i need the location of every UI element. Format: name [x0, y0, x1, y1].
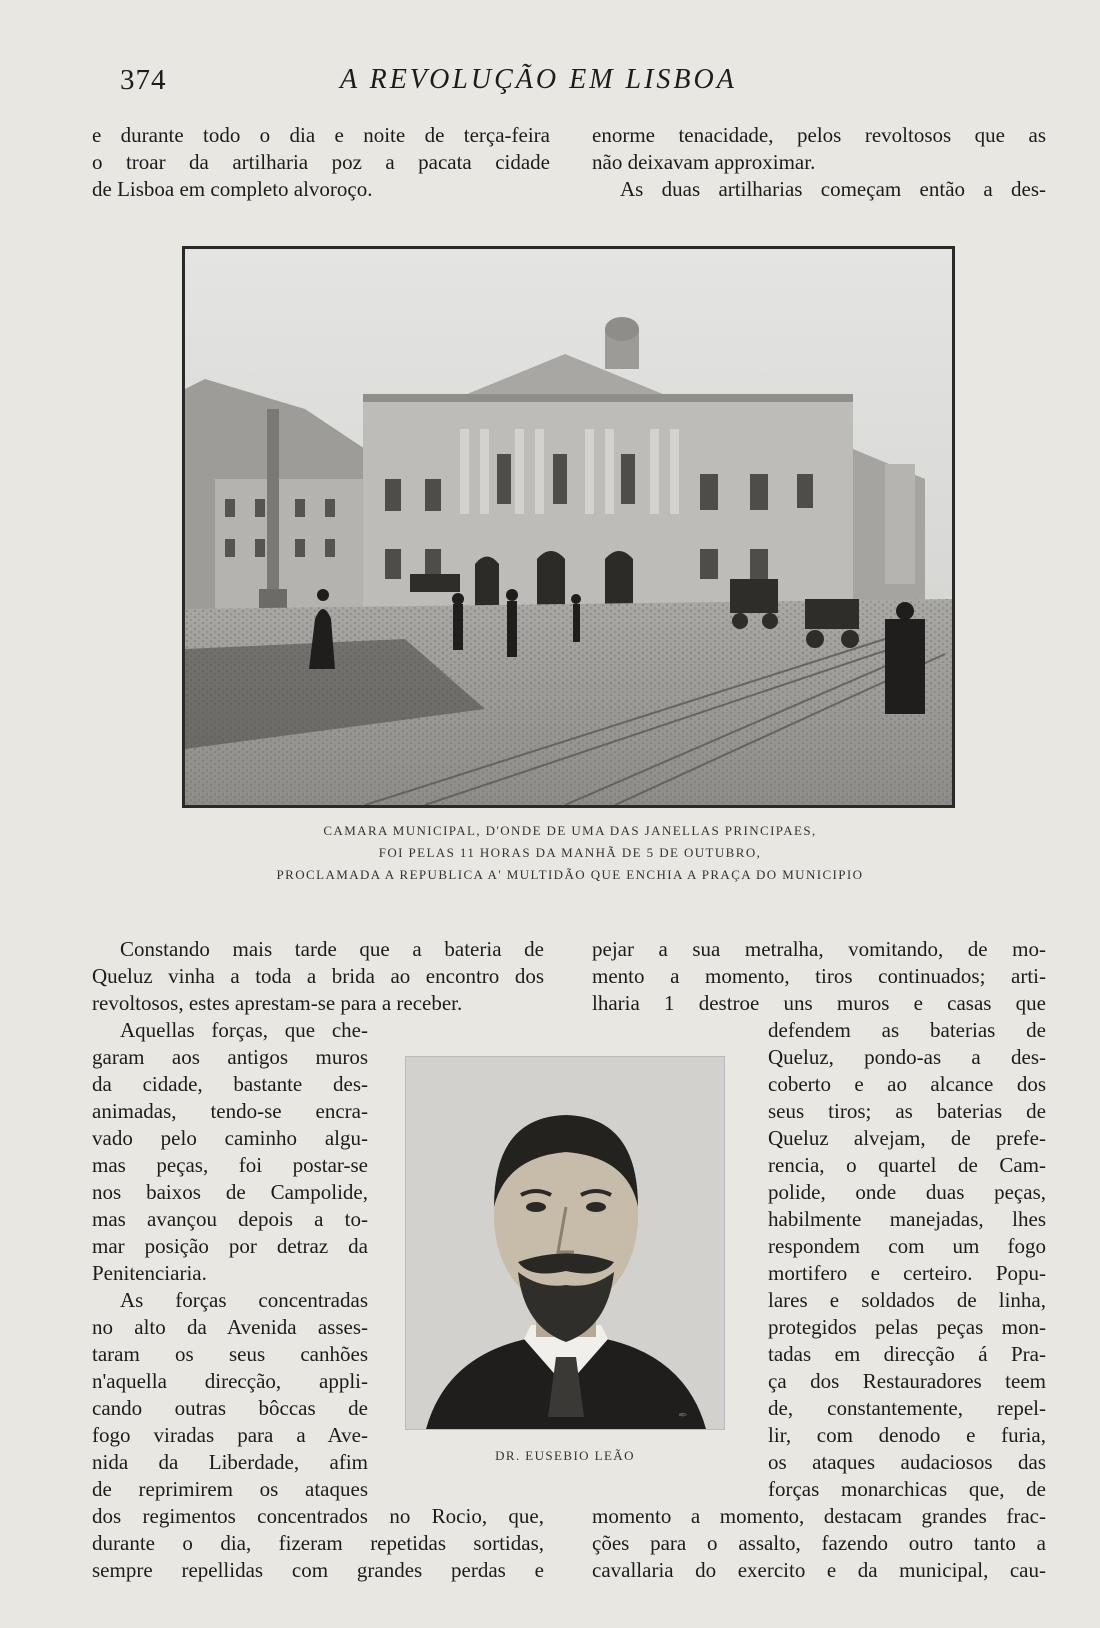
- text-line: Aquellas forças, que che-: [120, 1018, 368, 1042]
- left-paragraph-2: [92, 1017, 368, 1287]
- page-header: [0, 64, 1100, 104]
- city-hall-caption: [150, 820, 990, 886]
- text-line: n'aquella direcção, appli-: [92, 1369, 368, 1393]
- text-line: Constando mais tarde que a bateria de: [120, 937, 544, 961]
- text-line: mortifero e certeiro. Popu-: [768, 1261, 1046, 1285]
- text-line: sempre repellidas com grandes perdas e: [92, 1558, 544, 1582]
- text-line: da cidade, bastante des-: [92, 1072, 368, 1096]
- text-line: fogo viradas para a Ave-: [92, 1423, 368, 1447]
- text-line: dos regimentos concentrados no Rocio, que,: [92, 1504, 544, 1528]
- text-line: lares e soldados de linha,: [768, 1288, 1046, 1312]
- running-title: A REVOLUÇÃO EM LISBOA: [340, 64, 737, 95]
- text-line: de, constantemente, repel-: [768, 1396, 1046, 1420]
- text-line: mas peças, foi postar-se: [92, 1153, 368, 1177]
- text-line: seus tiros; as baterias de: [768, 1099, 1046, 1123]
- right-paragraph-bottom: [592, 1503, 1046, 1584]
- text-line: lir, com denodo e furia,: [768, 1423, 1046, 1447]
- text-line: As duas artilharias começam então a des-: [620, 177, 1046, 201]
- city-hall-illustration: [185, 249, 952, 805]
- text-line: Penitenciaria.: [92, 1261, 207, 1285]
- text-line: coberto e ao alcance dos: [768, 1072, 1046, 1096]
- text-line: Queluz, pondo-as a des-: [768, 1045, 1046, 1069]
- text-line: enorme tenacidade, pelos revoltosos que as: [592, 123, 1046, 147]
- caption-line: PROCLAMADA A REPUBLICA A' MULTIDÃO QUE ENCHIA A PRAÇA DO MUNICIPIO: [276, 867, 864, 882]
- text-line: mas avançou depois a to-: [92, 1207, 368, 1231]
- text-line: mar posição por detraz da: [92, 1234, 368, 1258]
- text-line: pejar a sua metralha, vomitando, de mo-: [592, 937, 1046, 961]
- text-line: animadas, tendo-se encra-: [92, 1099, 368, 1123]
- text-line: não deixavam approximar.: [592, 150, 816, 174]
- text-line: no alto da Avenida asses-: [92, 1315, 368, 1339]
- text-line: e durante todo o dia e noite de terça-feira: [92, 123, 550, 147]
- right-paragraph-top: [592, 936, 1046, 1017]
- text-line: protegidos pelas peças mon-: [768, 1315, 1046, 1339]
- text-line: garam aos antigos muros: [92, 1045, 368, 1069]
- text-line: cavallaria do exercito e da municipal, cau-: [592, 1558, 1046, 1582]
- portrait-caption: DR. EUSEBIO LEÃO: [495, 1448, 635, 1463]
- top-left-paragraph: [92, 122, 550, 203]
- text-line: tadas em direcção á Pra-: [768, 1342, 1046, 1366]
- page-number: 374: [120, 64, 167, 96]
- text-line: revoltosos, estes aprestam-se para a receber.: [92, 991, 463, 1015]
- text-line: defendem as baterias de: [768, 1018, 1046, 1042]
- city-hall-photo: [182, 246, 955, 808]
- text-line: Queluz vinha a toda a brida ao encontro dos: [92, 964, 544, 988]
- text-line: forças monarchicas que, de: [768, 1477, 1046, 1501]
- text-line: lharia 1 destroe uns muros e casas que: [592, 991, 1046, 1015]
- text-line: respondem com um fogo: [768, 1234, 1046, 1258]
- text-line: rencia, o quartel de Cam-: [768, 1153, 1046, 1177]
- text-line: ça dos Restauradores teem: [768, 1369, 1046, 1393]
- caption-line: FOI PELAS 11 HORAS DA MANHÃ DE 5 DE OUTUBRO,: [378, 845, 762, 860]
- text-line: ções para o assalto, fazendo outro tanto a: [592, 1531, 1046, 1555]
- text-line: vado pelo caminho algu-: [92, 1126, 368, 1150]
- text-line: de reprimirem os ataques: [92, 1477, 368, 1501]
- left-paragraph-1: [92, 936, 544, 1017]
- text-line: momento a momento, destacam grandes frac-: [592, 1504, 1046, 1528]
- text-line: Queluz alvejam, de prefe-: [768, 1126, 1046, 1150]
- top-right-paragraph: [592, 122, 1046, 203]
- engraver-signature: ✒: [678, 1408, 689, 1422]
- caption-line: CAMARA MUNICIPAL, D'ONDE DE UMA DAS JANELLAS PRINCIPAES,: [323, 823, 817, 838]
- text-line: o troar da artilharia poz a pacata cidade: [92, 150, 550, 174]
- text-line: nida da Liberdade, afim: [92, 1450, 368, 1474]
- text-line: mento a momento, tiros continuados; arti-: [592, 964, 1046, 988]
- portrait-photo: [405, 1056, 725, 1430]
- left-paragraph-3-continued: [92, 1503, 544, 1584]
- text-line: nos baixos de Campolide,: [92, 1180, 368, 1204]
- left-paragraph-3: [92, 1287, 368, 1503]
- text-line: cando outras bôccas de: [92, 1396, 368, 1420]
- text-line: As forças concentradas: [120, 1288, 368, 1312]
- text-line: durante o dia, fizeram repetidas sortidas,: [92, 1531, 544, 1555]
- portrait-illustration: [406, 1057, 724, 1429]
- text-line: polide, onde duas peças,: [768, 1180, 1046, 1204]
- right-paragraph-narrow: [768, 1017, 1046, 1503]
- text-line: habilmente manejadas, lhes: [768, 1207, 1046, 1231]
- text-line: de Lisboa em completo alvoroço.: [92, 177, 373, 201]
- text-line: os ataques audaciosos das: [768, 1450, 1046, 1474]
- text-line: taram os seus canhões: [92, 1342, 368, 1366]
